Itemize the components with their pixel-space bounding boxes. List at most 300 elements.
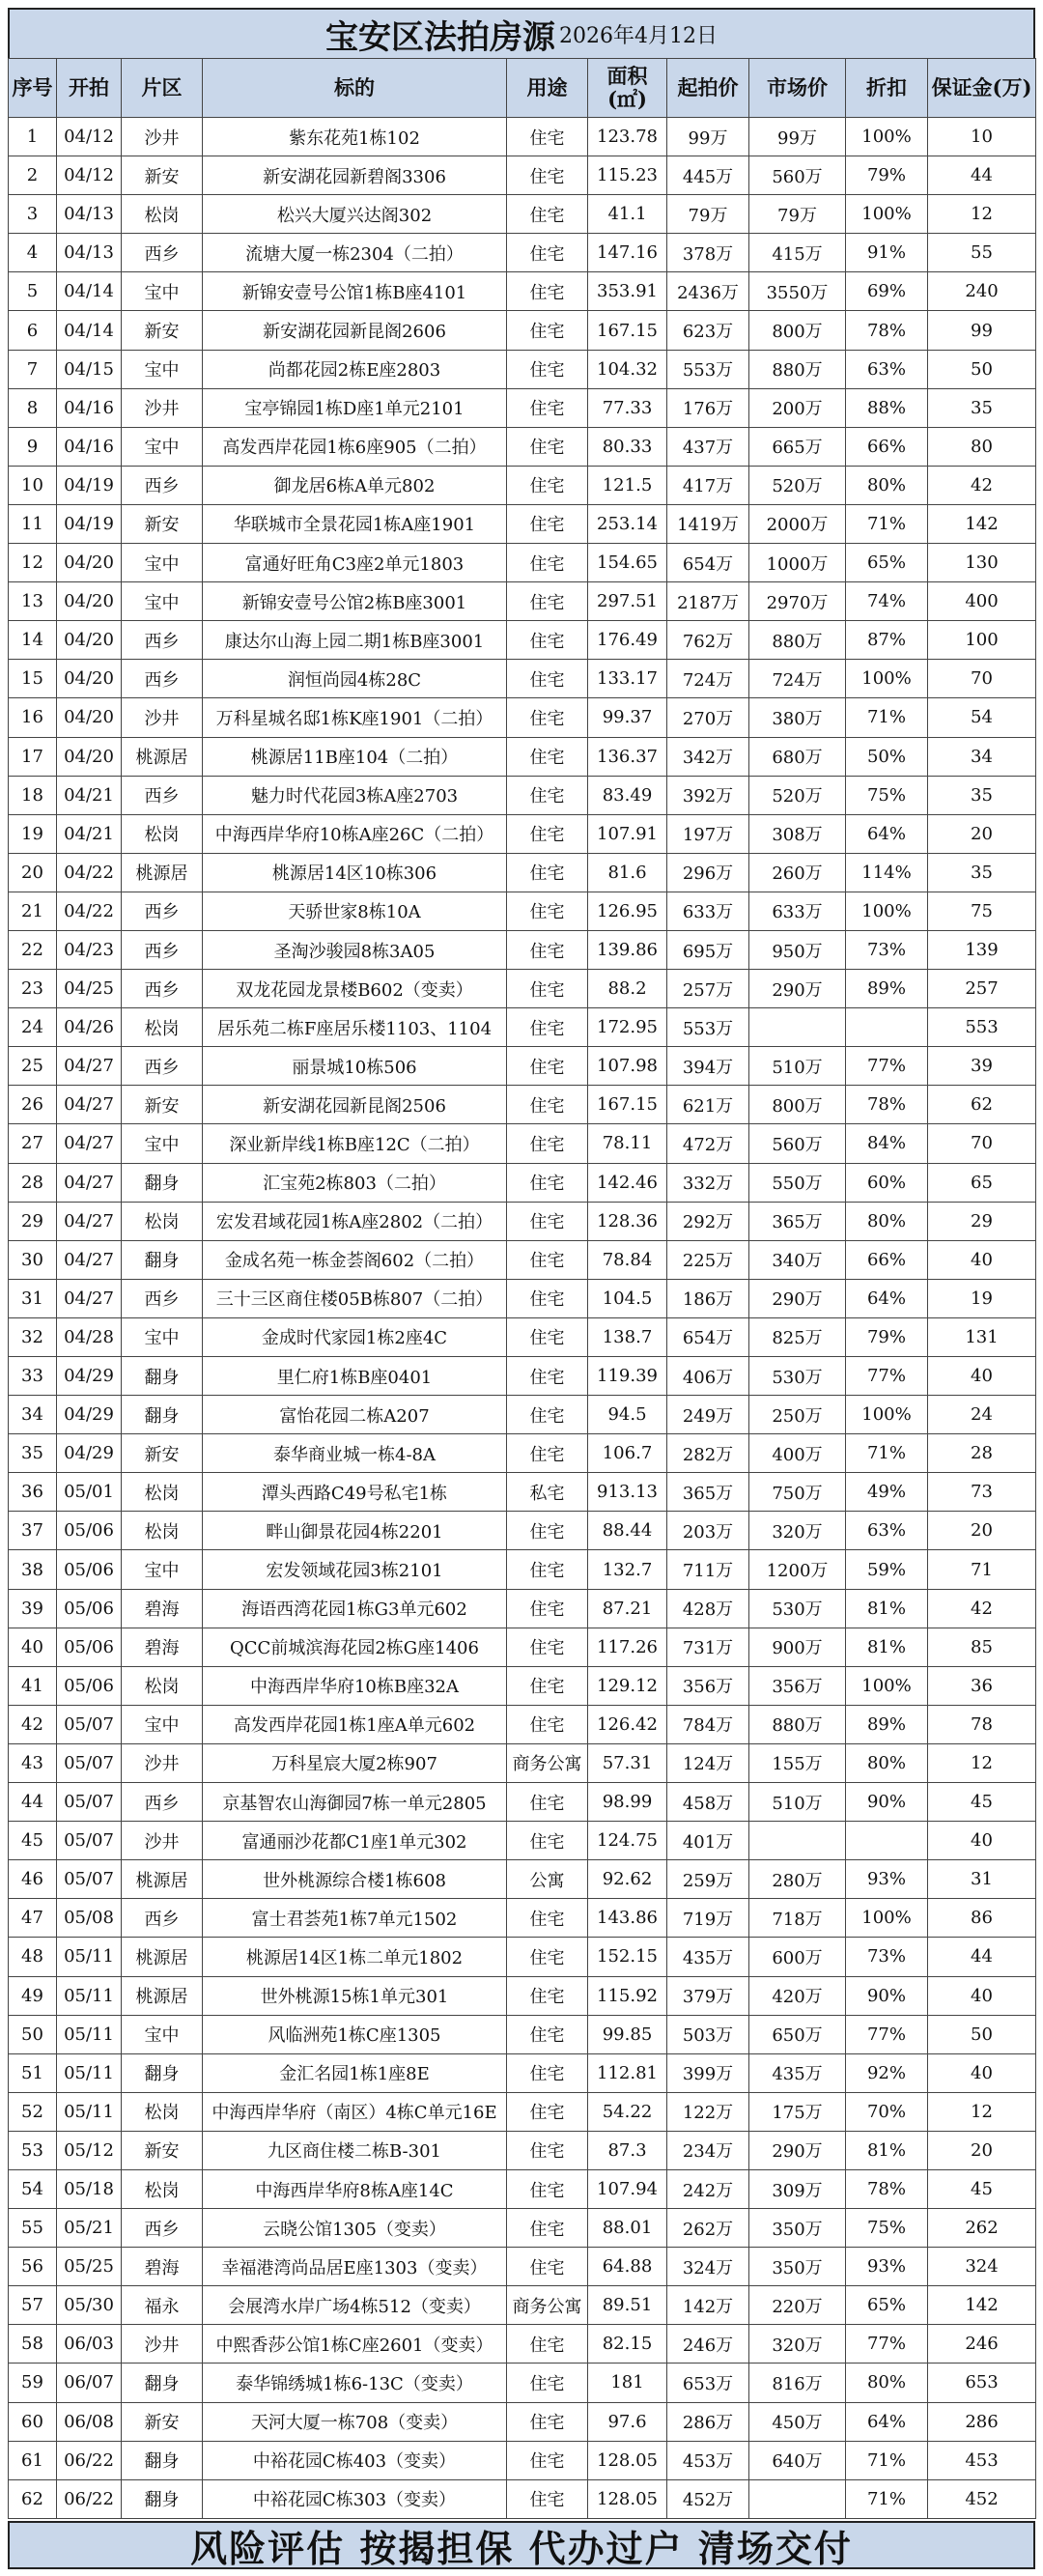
cell-market-price: 309万 — [749, 2169, 846, 2208]
cell-discount: 78% — [846, 2169, 928, 2208]
cell-deposit: 20 — [928, 1512, 1036, 1550]
cell-start-price: 259万 — [667, 1860, 749, 1899]
cell-property: 康达尔山海上园二期1栋B座3001 — [203, 621, 507, 660]
column-header-market-price: 市场价 — [749, 59, 846, 118]
cell-seq: 17 — [9, 737, 57, 776]
cell-area: 138.7 — [588, 1317, 667, 1356]
cell-start-date: 05/07 — [57, 1743, 122, 1782]
cell-seq: 11 — [9, 504, 57, 543]
column-header-start-date: 开拍 — [57, 59, 122, 118]
cell-seq: 33 — [9, 1357, 57, 1396]
cell-discount: 59% — [846, 1550, 928, 1589]
cell-market-price: 99万 — [749, 118, 846, 156]
cell-seq: 36 — [9, 1473, 57, 1512]
cell-seq: 56 — [9, 2248, 57, 2286]
cell-start-price: 406万 — [667, 1357, 749, 1396]
cell-market-price: 825万 — [749, 1317, 846, 1356]
cell-usage: 住宅 — [507, 2169, 588, 2208]
cell-usage: 住宅 — [507, 582, 588, 621]
cell-start-price: 365万 — [667, 1473, 749, 1512]
table-row — [9, 970, 1036, 1008]
cell-start-date: 05/12 — [57, 2131, 122, 2169]
cell-area: 107.98 — [588, 1047, 667, 1086]
cell-start-price: 378万 — [667, 234, 749, 272]
cell-seq: 38 — [9, 1550, 57, 1589]
cell-usage: 住宅 — [507, 1163, 588, 1202]
cell-discount: 73% — [846, 1938, 928, 1976]
cell-market-price: 280万 — [749, 1860, 846, 1899]
cell-deposit: 653 — [928, 2364, 1036, 2402]
cell-usage: 住宅 — [507, 388, 588, 427]
cell-property: 中海西岸华府8栋A座14C — [203, 2169, 507, 2208]
cell-market-price: 2970万 — [749, 582, 846, 621]
column-header-discount: 折扣 — [846, 59, 928, 118]
cell-property: 桃源居14区10栋306 — [203, 853, 507, 892]
cell-start-date: 05/11 — [57, 1938, 122, 1976]
cell-start-price: 437万 — [667, 427, 749, 466]
cell-district: 西乡 — [122, 2209, 203, 2248]
cell-deposit: 553 — [928, 1008, 1036, 1047]
cell-district: 西乡 — [122, 660, 203, 698]
cell-deposit: 42 — [928, 1589, 1036, 1628]
cell-usage: 住宅 — [507, 1279, 588, 1317]
title-bar — [8, 8, 1035, 60]
cell-start-price: 417万 — [667, 466, 749, 504]
cell-start-date: 04/29 — [57, 1357, 122, 1396]
cell-usage: 住宅 — [507, 1008, 588, 1047]
cell-deposit: 50 — [928, 2015, 1036, 2053]
cell-usage: 住宅 — [507, 1628, 588, 1666]
cell-start-price: 197万 — [667, 814, 749, 853]
cell-deposit: 65 — [928, 1163, 1036, 1202]
cell-area: 107.91 — [588, 814, 667, 853]
cell-seq: 35 — [9, 1434, 57, 1473]
cell-property: 润恒尚园4栋28C — [203, 660, 507, 698]
cell-district: 松岗 — [122, 2092, 203, 2131]
cell-discount: 75% — [846, 2209, 928, 2248]
cell-deposit: 44 — [928, 156, 1036, 195]
cell-discount: 81% — [846, 2131, 928, 2169]
cell-district: 西乡 — [122, 621, 203, 660]
cell-market-price: 560万 — [749, 1124, 846, 1163]
cell-seq: 44 — [9, 1783, 57, 1822]
cell-start-price: 445万 — [667, 156, 749, 195]
cell-market-price: 365万 — [749, 1202, 846, 1240]
cell-start-price: 79万 — [667, 195, 749, 234]
cell-seq: 13 — [9, 582, 57, 621]
cell-district: 沙井 — [122, 1822, 203, 1860]
cell-area: 117.26 — [588, 1628, 667, 1666]
page-title: 宝安区法拍房源 — [325, 17, 555, 57]
table-row — [9, 1317, 1036, 1356]
cell-start-date: 05/11 — [57, 2053, 122, 2092]
cell-seq: 41 — [9, 1666, 57, 1705]
table-row — [9, 1124, 1036, 1163]
cell-market-price: 420万 — [749, 1976, 846, 2015]
cell-property: 富怡花园二栋A207 — [203, 1396, 507, 1434]
cell-discount: 77% — [846, 2015, 928, 2053]
cell-area: 81.6 — [588, 853, 667, 892]
cell-usage: 住宅 — [507, 466, 588, 504]
cell-usage: 住宅 — [507, 1976, 588, 2015]
cell-property: 世外桃源综合楼1栋608 — [203, 1860, 507, 1899]
cell-discount: 81% — [846, 1589, 928, 1628]
cell-area: 126.42 — [588, 1705, 667, 1743]
cell-area: 123.78 — [588, 118, 667, 156]
cell-discount: 64% — [846, 814, 928, 853]
cell-discount: 87% — [846, 621, 928, 660]
cell-usage: 住宅 — [507, 1240, 588, 1279]
column-header-property: 标的 — [203, 59, 507, 118]
cell-deposit: 80 — [928, 427, 1036, 466]
cell-start-date: 05/18 — [57, 2169, 122, 2208]
cell-start-date: 04/14 — [57, 311, 122, 350]
cell-usage: 住宅 — [507, 1822, 588, 1860]
cell-property: 中裕花园C栋403（变卖） — [203, 2441, 507, 2479]
cell-seq: 27 — [9, 1124, 57, 1163]
column-header-district: 片区 — [122, 59, 203, 118]
cell-market-price: 816万 — [749, 2364, 846, 2402]
cell-usage: 住宅 — [507, 1124, 588, 1163]
cell-start-date: 05/06 — [57, 1589, 122, 1628]
cell-market-price: 600万 — [749, 1938, 846, 1976]
cell-area: 89.51 — [588, 2286, 667, 2325]
table-row — [9, 2479, 1036, 2518]
cell-usage: 私宅 — [507, 1473, 588, 1512]
cell-market-price: 880万 — [749, 1705, 846, 1743]
cell-property: 中海西岸华府（南区）4栋C单元16E — [203, 2092, 507, 2131]
cell-property: 云晓公馆1305（变卖） — [203, 2209, 507, 2248]
cell-property: 潭头西路C49号私宅1栋 — [203, 1473, 507, 1512]
cell-usage: 住宅 — [507, 1317, 588, 1356]
cell-usage: 住宅 — [507, 350, 588, 388]
cell-district: 松岗 — [122, 814, 203, 853]
cell-seq: 46 — [9, 1860, 57, 1899]
cell-discount: 88% — [846, 388, 928, 427]
cell-district: 宝中 — [122, 1124, 203, 1163]
column-header-deposit: 保证金(万) — [928, 59, 1036, 118]
cell-property: 尚都花园2栋E座2803 — [203, 350, 507, 388]
cell-start-price: 379万 — [667, 1976, 749, 2015]
cell-area: 57.31 — [588, 1743, 667, 1782]
cell-market-price: 290万 — [749, 1279, 846, 1317]
cell-deposit: 39 — [928, 1047, 1036, 1086]
cell-seq: 3 — [9, 195, 57, 234]
cell-seq: 1 — [9, 118, 57, 156]
cell-start-date: 06/03 — [57, 2325, 122, 2364]
cell-start-date: 04/27 — [57, 1240, 122, 1279]
table-row — [9, 1976, 1036, 2015]
cell-discount: 91% — [846, 234, 928, 272]
cell-deposit: 286 — [928, 2402, 1036, 2441]
cell-seq: 31 — [9, 1279, 57, 1317]
cell-start-date: 05/06 — [57, 1512, 122, 1550]
cell-discount: 84% — [846, 1124, 928, 1163]
cell-usage: 住宅 — [507, 2402, 588, 2441]
table-row — [9, 1666, 1036, 1705]
cell-market-price: 950万 — [749, 930, 846, 969]
cell-usage: 住宅 — [507, 698, 588, 737]
cell-start-date: 05/07 — [57, 1705, 122, 1743]
cell-deposit: 70 — [928, 660, 1036, 698]
cell-district: 新安 — [122, 2402, 203, 2441]
cell-district: 宝中 — [122, 544, 203, 582]
cell-district: 宝中 — [122, 1705, 203, 1743]
cell-district: 宝中 — [122, 582, 203, 621]
cell-district: 新安 — [122, 1434, 203, 1473]
cell-discount: 64% — [846, 1279, 928, 1317]
cell-area: 41.1 — [588, 195, 667, 234]
cell-deposit: 40 — [928, 1240, 1036, 1279]
cell-district: 碧海 — [122, 1589, 203, 1628]
cell-market-price: 260万 — [749, 853, 846, 892]
cell-usage: 住宅 — [507, 2053, 588, 2092]
cell-deposit: 71 — [928, 1550, 1036, 1589]
cell-discount: 81% — [846, 1628, 928, 1666]
cell-usage: 住宅 — [507, 737, 588, 776]
cell-start-date: 04/21 — [57, 814, 122, 853]
cell-seq: 39 — [9, 1589, 57, 1628]
cell-market-price — [749, 1822, 846, 1860]
cell-discount: 79% — [846, 156, 928, 195]
cell-district: 沙井 — [122, 2325, 203, 2364]
cell-start-price: 2436万 — [667, 272, 749, 311]
cell-start-date: 04/25 — [57, 970, 122, 1008]
cell-discount: 70% — [846, 2092, 928, 2131]
cell-market-price: 356万 — [749, 1666, 846, 1705]
cell-seq: 8 — [9, 388, 57, 427]
cell-seq: 24 — [9, 1008, 57, 1047]
cell-area: 83.49 — [588, 776, 667, 814]
cell-usage: 住宅 — [507, 776, 588, 814]
cell-start-price: 762万 — [667, 621, 749, 660]
cell-property: 万科星城名邸1栋K座1901（二拍） — [203, 698, 507, 737]
cell-discount: 80% — [846, 1202, 928, 1240]
cell-area: 119.39 — [588, 1357, 667, 1396]
table-row — [9, 1008, 1036, 1047]
table-row — [9, 737, 1036, 776]
table-row — [9, 621, 1036, 660]
cell-deposit: 29 — [928, 1202, 1036, 1240]
cell-district: 宝中 — [122, 427, 203, 466]
cell-property: 九区商住楼二栋B-301 — [203, 2131, 507, 2169]
cell-market-price: 220万 — [749, 2286, 846, 2325]
cell-usage: 住宅 — [507, 814, 588, 853]
table-row — [9, 388, 1036, 427]
cell-discount: 71% — [846, 504, 928, 543]
cell-start-price: 711万 — [667, 1550, 749, 1589]
cell-usage: 住宅 — [507, 853, 588, 892]
cell-discount: 64% — [846, 2402, 928, 2441]
cell-usage: 住宅 — [507, 660, 588, 698]
cell-area: 97.6 — [588, 2402, 667, 2441]
cell-usage: 住宅 — [507, 118, 588, 156]
cell-deposit: 100 — [928, 621, 1036, 660]
cell-deposit: 55 — [928, 234, 1036, 272]
cell-district: 西乡 — [122, 776, 203, 814]
cell-start-price: 246万 — [667, 2325, 749, 2364]
cell-district: 松岗 — [122, 1008, 203, 1047]
cell-market-price: 750万 — [749, 1473, 846, 1512]
cell-start-price: 292万 — [667, 1202, 749, 1240]
cell-start-price: 1419万 — [667, 504, 749, 543]
cell-start-price: 654万 — [667, 544, 749, 582]
cell-usage: 住宅 — [507, 1705, 588, 1743]
cell-property: 会展湾水岸广场4栋512（变卖） — [203, 2286, 507, 2325]
cell-property: 魅力时代花园3栋A座2703 — [203, 776, 507, 814]
cell-seq: 2 — [9, 156, 57, 195]
cell-start-date: 04/15 — [57, 350, 122, 388]
cell-area: 99.85 — [588, 2015, 667, 2053]
table-row — [9, 930, 1036, 969]
cell-deposit: 12 — [928, 195, 1036, 234]
cell-market-price: 510万 — [749, 1783, 846, 1822]
cell-property: 中熙香莎公馆1栋C座2601（变卖） — [203, 2325, 507, 2364]
cell-area: 78.11 — [588, 1124, 667, 1163]
cell-seq: 23 — [9, 970, 57, 1008]
cell-start-price: 203万 — [667, 1512, 749, 1550]
cell-seq: 47 — [9, 1899, 57, 1938]
cell-start-price: 186万 — [667, 1279, 749, 1317]
cell-property: 富通丽沙花都C1座1单元302 — [203, 1822, 507, 1860]
table-row — [9, 2286, 1036, 2325]
cell-area: 87.21 — [588, 1589, 667, 1628]
cell-property: 富通好旺角C3座2单元1803 — [203, 544, 507, 582]
cell-district: 西乡 — [122, 1899, 203, 1938]
cell-deposit: 40 — [928, 2053, 1036, 2092]
cell-property: 三十三区商住楼05B栋807（二拍） — [203, 1279, 507, 1317]
cell-market-price: 718万 — [749, 1899, 846, 1938]
table-row — [9, 1860, 1036, 1899]
cell-start-date: 04/27 — [57, 1279, 122, 1317]
cell-start-price: 633万 — [667, 892, 749, 930]
cell-area: 99.37 — [588, 698, 667, 737]
cell-market-price: 800万 — [749, 311, 846, 350]
cell-market-price: 530万 — [749, 1589, 846, 1628]
table-row — [9, 466, 1036, 504]
cell-deposit: 44 — [928, 1938, 1036, 1976]
cell-start-date: 05/25 — [57, 2248, 122, 2286]
cell-usage: 住宅 — [507, 1086, 588, 1124]
cell-start-price: 225万 — [667, 1240, 749, 1279]
cell-start-date: 04/22 — [57, 853, 122, 892]
cell-area: 913.13 — [588, 1473, 667, 1512]
cell-start-price: 553万 — [667, 1008, 749, 1047]
cell-usage: 公寓 — [507, 1860, 588, 1899]
cell-start-date: 06/07 — [57, 2364, 122, 2402]
cell-district: 西乡 — [122, 892, 203, 930]
cell-seq: 58 — [9, 2325, 57, 2364]
cell-start-date: 05/30 — [57, 2286, 122, 2325]
cell-discount: 63% — [846, 1512, 928, 1550]
cell-seq: 14 — [9, 621, 57, 660]
cell-usage: 住宅 — [507, 2092, 588, 2131]
cell-start-date: 05/01 — [57, 1473, 122, 1512]
cell-district: 松岗 — [122, 1473, 203, 1512]
cell-seq: 48 — [9, 1938, 57, 1976]
cell-seq: 7 — [9, 350, 57, 388]
cell-area: 107.94 — [588, 2169, 667, 2208]
cell-discount: 80% — [846, 1743, 928, 1782]
cell-property: 居乐苑二栋F座居乐楼1103、1104 — [203, 1008, 507, 1047]
cell-market-price: 900万 — [749, 1628, 846, 1666]
cell-district: 松岗 — [122, 1666, 203, 1705]
table-row — [9, 853, 1036, 892]
cell-property: 汇宝苑2栋803（二拍） — [203, 1163, 507, 1202]
cell-deposit: 400 — [928, 582, 1036, 621]
cell-deposit: 85 — [928, 1628, 1036, 1666]
table-row — [9, 427, 1036, 466]
cell-start-price: 472万 — [667, 1124, 749, 1163]
cell-start-date: 04/20 — [57, 582, 122, 621]
cell-usage: 住宅 — [507, 1396, 588, 1434]
cell-district: 翻身 — [122, 1163, 203, 1202]
cell-deposit: 86 — [928, 1899, 1036, 1938]
cell-seq: 49 — [9, 1976, 57, 2015]
cell-property: 风临洲苑1栋C座1305 — [203, 2015, 507, 2053]
cell-discount: 100% — [846, 892, 928, 930]
cell-area: 115.92 — [588, 1976, 667, 2015]
cell-property: 双龙花园龙景楼B602（变卖） — [203, 970, 507, 1008]
cell-start-price: 324万 — [667, 2248, 749, 2286]
cell-start-price: 286万 — [667, 2402, 749, 2441]
cell-discount: 71% — [846, 2479, 928, 2518]
cell-seq: 5 — [9, 272, 57, 311]
cell-district: 沙井 — [122, 1743, 203, 1782]
cell-district: 沙井 — [122, 698, 203, 737]
table-row — [9, 1047, 1036, 1086]
table-row — [9, 2169, 1036, 2208]
cell-seq: 61 — [9, 2441, 57, 2479]
cell-discount: 77% — [846, 1357, 928, 1396]
cell-start-date: 05/11 — [57, 2092, 122, 2131]
cell-area: 112.81 — [588, 2053, 667, 2092]
cell-usage: 住宅 — [507, 1550, 588, 1589]
table-row — [9, 776, 1036, 814]
cell-market-price: 320万 — [749, 1512, 846, 1550]
cell-usage: 住宅 — [507, 156, 588, 195]
cell-discount: 49% — [846, 1473, 928, 1512]
cell-start-price: 695万 — [667, 930, 749, 969]
cell-usage: 住宅 — [507, 1434, 588, 1473]
cell-property: 新安湖花园新昆阁2506 — [203, 1086, 507, 1124]
table-row — [9, 544, 1036, 582]
cell-seq: 26 — [9, 1086, 57, 1124]
cell-usage: 住宅 — [507, 1938, 588, 1976]
cell-market-price: 350万 — [749, 2248, 846, 2286]
table-row — [9, 156, 1036, 195]
cell-seq: 10 — [9, 466, 57, 504]
table-row — [9, 2053, 1036, 2092]
cell-seq: 34 — [9, 1396, 57, 1434]
cell-deposit: 452 — [928, 2479, 1036, 2518]
cell-market-price: 680万 — [749, 737, 846, 776]
cell-property: 深业新岸线1栋B座12C（二拍） — [203, 1124, 507, 1163]
column-header-start-price: 起拍价 — [667, 59, 749, 118]
cell-market-price: 340万 — [749, 1240, 846, 1279]
cell-deposit: 73 — [928, 1473, 1036, 1512]
cell-start-price: 401万 — [667, 1822, 749, 1860]
table-row — [9, 504, 1036, 543]
cell-start-date: 04/29 — [57, 1434, 122, 1473]
cell-deposit: 19 — [928, 1279, 1036, 1317]
cell-discount: 100% — [846, 1899, 928, 1938]
cell-district: 宝中 — [122, 1317, 203, 1356]
cell-start-date: 05/11 — [57, 1976, 122, 2015]
cell-market-price: 2000万 — [749, 504, 846, 543]
cell-deposit: 246 — [928, 2325, 1036, 2364]
cell-district: 新安 — [122, 156, 203, 195]
